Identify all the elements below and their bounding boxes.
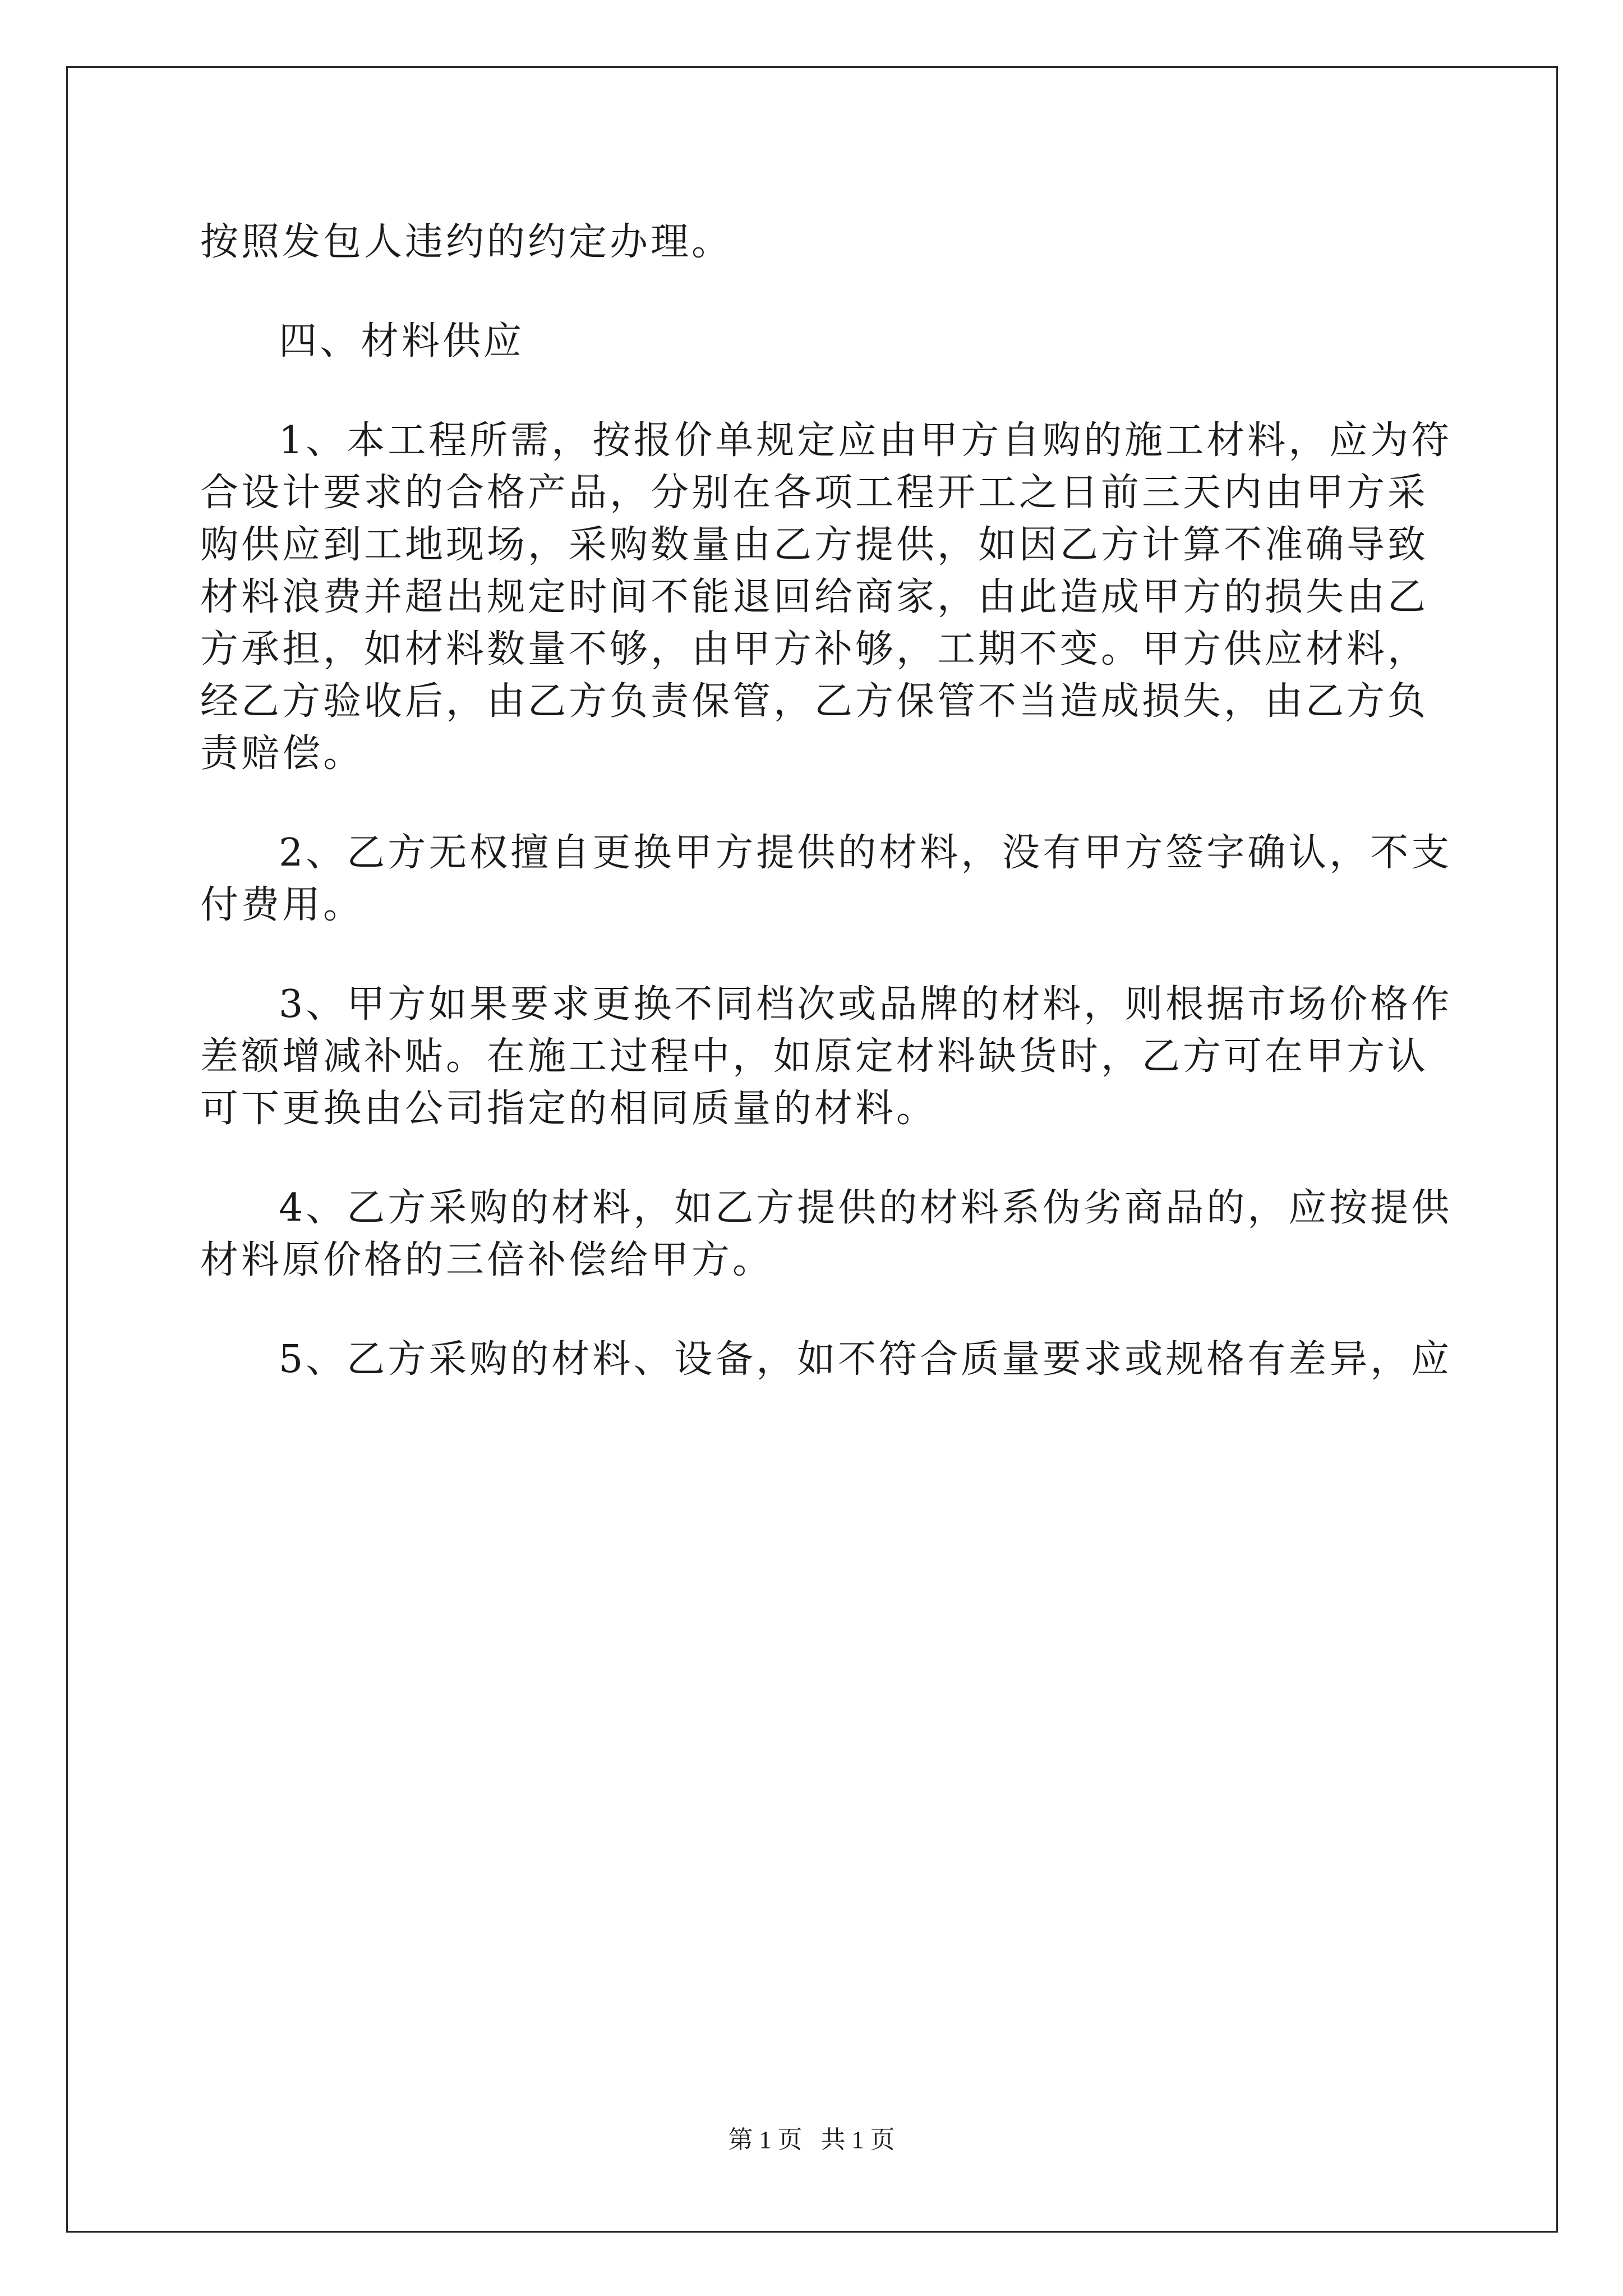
paragraph: [200, 216, 1434, 268]
text-line: 3、甲方如果要求更换不同档次或品牌的材料，则根据市场价格作: [279, 982, 1453, 1027]
paragraph: [200, 827, 1453, 931]
text-line: 购供应到工地现场，采购数量由乙方提供，如因乙方计算不准确导致: [200, 523, 1429, 567]
text-line: 5、乙方采购的材料、设备，如不符合质量要求或规格有差异，应: [279, 1337, 1453, 1382]
text-line: 差额增减补贴。在施工过程中，如原定材料缺货时，乙方可在甲方认: [200, 1034, 1429, 1079]
page-footer: [0, 2123, 1623, 2157]
text-line: 方承担，如材料数量不够，由甲方补够，工期不变。甲方供应材料，: [200, 627, 1429, 671]
document-body: [200, 216, 1453, 1386]
text-line: 2、乙方无权擅自更换甲方提供的材料，没有甲方签字确认，不支: [279, 831, 1453, 875]
text-line: 四、材料供应: [279, 319, 525, 364]
paragraph: [200, 1333, 1453, 1386]
text-line: 付费用。: [200, 883, 365, 927]
text-line: 经乙方验收后，由乙方负责保管，乙方保管不当造成损失，由乙方负: [200, 679, 1429, 724]
paragraph: [200, 315, 1434, 367]
paragraph: [200, 978, 1453, 1135]
paragraph: [200, 1182, 1453, 1286]
text-line: 1、本工程所需，按报价单规定应由甲方自购的施工材料，应为符: [279, 418, 1453, 463]
text-line: 按照发包人违约的约定办理。: [200, 220, 733, 264]
paragraph: [200, 415, 1453, 780]
text-line: 材料原价格的三倍补偿给甲方。: [200, 1238, 774, 1282]
text-line: 责赔偿。: [200, 731, 365, 776]
text-line: 4、乙方采购的材料，如乙方提供的材料系伪劣商品的，应按提供: [279, 1186, 1453, 1230]
text-line: 可下更换由公司指定的相同质量的材料。: [200, 1087, 938, 1131]
page-total: 共 1 页: [820, 2126, 895, 2154]
page-number: 第 1 页: [728, 2126, 803, 2154]
text-line: 合设计要求的合格产品，分别在各项工程开工之日前三天内由甲方采: [200, 471, 1429, 515]
text-line: 材料浪费并超出规定时间不能退回给商家，由此造成甲方的损失由乙: [200, 575, 1429, 619]
